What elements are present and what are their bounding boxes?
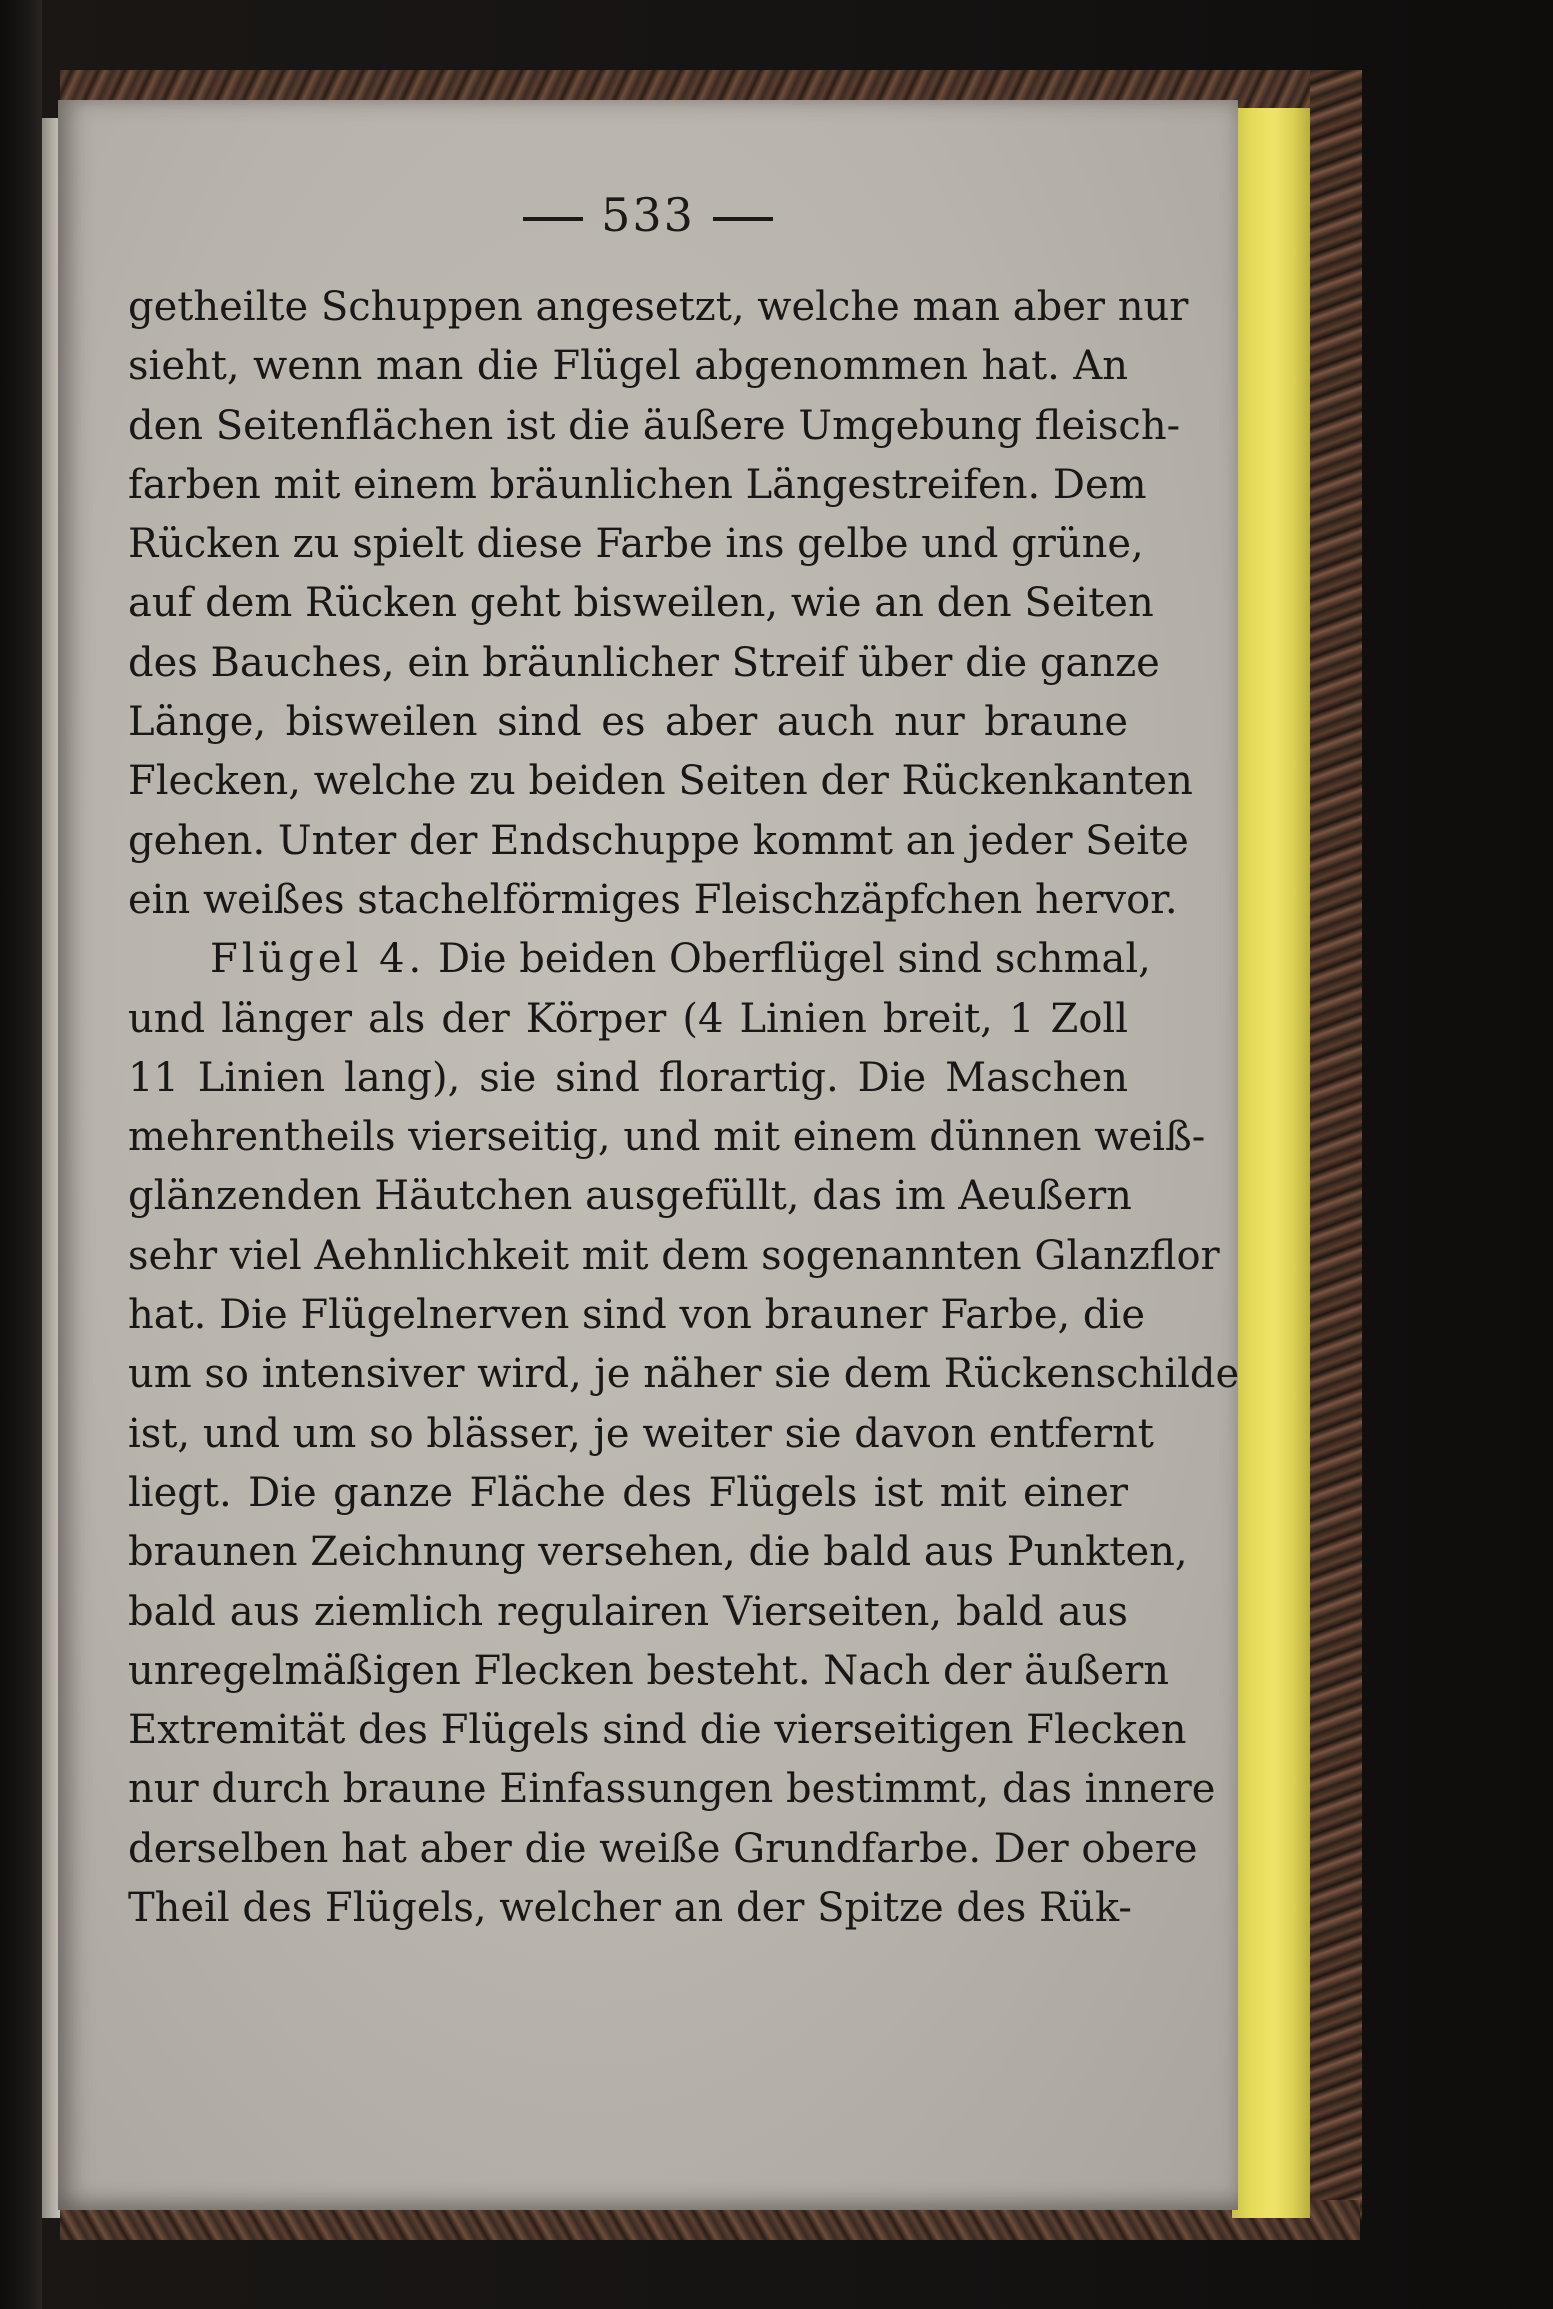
text-line: glänzenden Häutchen ausgefüllt, das im Aeußern xyxy=(128,1173,1132,1220)
header-dash-right xyxy=(713,217,773,221)
text-line: Flecken, welche zu beiden Seiten der Rückenkanten xyxy=(128,758,1193,805)
text-line: gehen. Unter der Endschuppe kommt an jeder Seite xyxy=(128,817,1189,864)
text-line: liegt. Die ganze Fläche des Flügels ist mit einer xyxy=(128,1469,1128,1516)
text-line: den Seitenflächen ist die äußere Umgebung fleisch- xyxy=(128,402,1181,449)
body-text xyxy=(128,278,1240,1938)
text-line: nur durch braune Einfassungen bestimmt, das innere xyxy=(128,1766,1216,1813)
paragraph-heading: Flügel 4. xyxy=(210,936,426,983)
text-line: sehr viel Aehnlichkeit mit dem sogenannten Glanzflor xyxy=(128,1232,1220,1279)
text-line: sieht, wenn man die Flügel abgenommen hat. An xyxy=(128,343,1128,390)
book-page xyxy=(58,100,1238,2210)
gilt-page-edge xyxy=(1232,108,1310,2218)
text-line: Theil des Flügels, welcher an der Spitze des Rük- xyxy=(128,1885,1132,1932)
text-line: des Bauches, ein bräunlicher Streif über die ganze xyxy=(128,639,1160,686)
page-header xyxy=(58,188,1238,242)
page-number: 533 xyxy=(601,188,695,242)
text-line: Rücken zu spielt diese Farbe ins gelbe und grüne, xyxy=(128,521,1144,568)
paragraph-first-line xyxy=(128,930,1151,989)
text-line: Länge, bisweilen sind es aber auch nur braune xyxy=(128,699,1128,746)
text-line: hat. Die Flügelnerven sind von brauner Farbe, die xyxy=(128,1292,1145,1339)
text-line: bald aus ziemlich regulairen Vierseiten, bald aus xyxy=(128,1588,1128,1635)
text-line: derselben hat aber die weiße Grundfarbe. Der obere xyxy=(128,1825,1198,1872)
header-dash-left xyxy=(523,217,583,221)
text-line: auf dem Rücken geht bisweilen, wie an den Seiten xyxy=(128,580,1154,627)
text-line: 11 Linien lang), sie sind florartig. Die Maschen xyxy=(128,1054,1128,1101)
text-line: farben mit einem bräunlichen Längestreifen. Dem xyxy=(128,461,1147,508)
text-line: unregelmäßigen Flecken besteht. Nach der äußern xyxy=(128,1647,1169,1694)
text-line: getheilte Schuppen angesetzt, welche man aber nur xyxy=(128,284,1189,330)
marbled-cover-right xyxy=(1310,70,1362,2220)
text-line: ist, und um so blässer, je weiter sie davon entfernt xyxy=(128,1410,1154,1457)
text-line: braunen Zeichnung versehen, die bald aus Punkten, xyxy=(128,1529,1188,1576)
text-line: ein weißes stachelförmiges Fleischzäpfchen hervor. xyxy=(128,876,1178,923)
text-line: und länger als der Körper (4 Linien breit, 1 Zoll xyxy=(128,995,1128,1042)
text-line: mehrentheils vierseitig, und mit einem dünnen weiß- xyxy=(128,1114,1206,1161)
text-line: um so intensiver wird, je näher sie dem Rückenschilde xyxy=(128,1351,1240,1398)
paragraph-first-line-text: Die beiden Oberflügel sind schmal, xyxy=(437,936,1151,983)
background-left xyxy=(0,0,42,2309)
text-line: Extremität des Flügels sind die vierseitigen Flecken xyxy=(128,1707,1187,1754)
